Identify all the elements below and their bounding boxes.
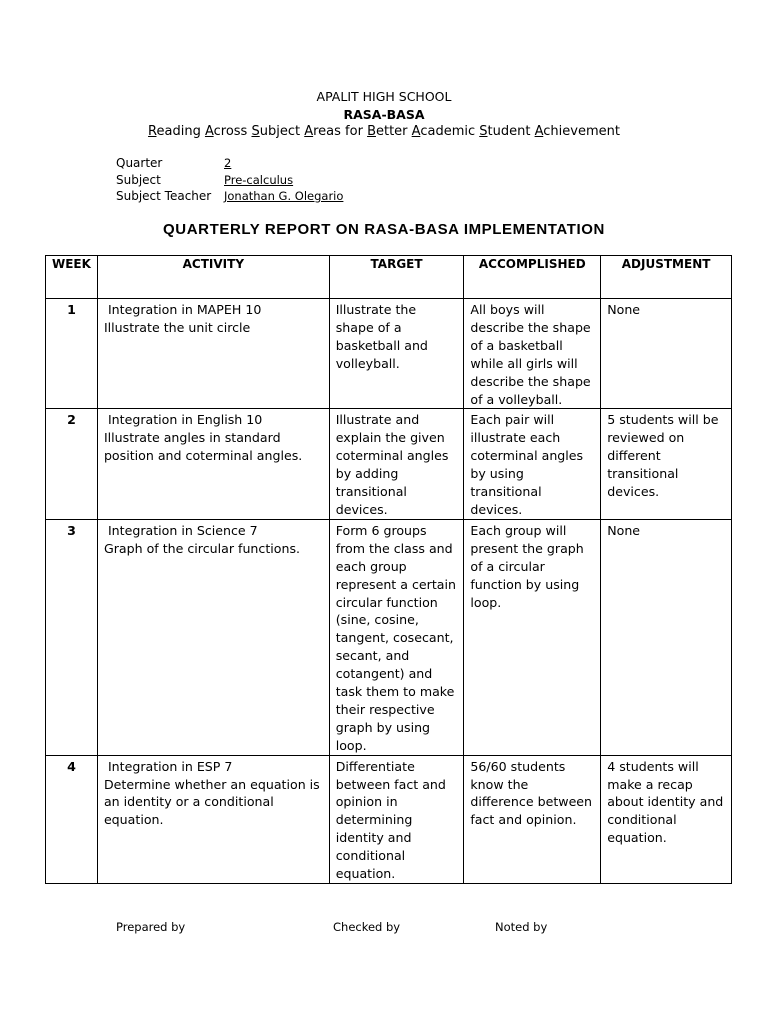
target-cell: Form 6 groups from the class and each group represent a certain circular function (sine, cosine, tangent, cosecant, secant, and cotangent) and task them to make their respective graph by using loop. [329,519,464,755]
activity-title: Integration in ESP 7 [107,758,233,774]
prepared-by-label: Prepared by [116,920,186,934]
target-cell: Illustrate the shape of a basketball and volleyball. [329,299,464,409]
noted-by-label: Noted by [495,920,548,934]
acronym-initial: A [534,124,544,139]
meta-value: 2 [224,156,232,170]
acronym-initial: R [148,124,157,139]
acronym-word-rest: ubject [259,124,305,139]
acronym-initial: B [367,124,376,139]
meta-teacher [116,189,343,206]
activity-title: Integration in Science 7 [107,522,258,538]
activity-cell [97,519,329,755]
week-number: 3 [46,519,98,755]
meta-quarter [116,156,343,173]
table-row [46,409,732,519]
meta-value: Jonathan G. Olegario [224,189,344,203]
acronym-word-rest: reas for [313,124,368,139]
adjustment-cell: None [601,299,732,409]
activity-title: Integration in English 10 [107,412,263,428]
accomplished-cell: Each pair will illustrate each coterminal angles by using transitional devices. [464,409,601,519]
report-table [45,255,732,884]
meta-label: Subject [116,172,161,187]
meta-label: Quarter [116,156,163,170]
activity-cell [97,409,329,519]
week-number: 4 [46,755,98,883]
table-row [46,519,732,755]
week-number: 2 [46,409,98,519]
acronym-word-rest: chievement [543,124,620,139]
program-acronym-expansion [0,124,768,139]
adjustment-cell: 4 students will make a recap about identity and conditional equation. [601,755,732,883]
activity-title: Integration in MAPEH 10 [107,302,262,317]
adjustment-header: ADJUSTMENT [601,256,732,299]
activity-description: Illustrate the unit circle [103,319,251,335]
target-cell: Illustrate and explain the given coterminal angles by adding transitional devices. [329,409,464,519]
acronym-initial: A [204,124,214,139]
adjustment-cell: 5 students will be reviewed on different transitional devices. [601,409,732,519]
acronym-word-rest: tudent [487,124,535,139]
activity-header: ACTIVITY [97,256,329,299]
accomplished-cell: All boys will describe the shape of a basketball while all girls will describe the shape of a volleyball. [464,299,601,409]
meta-subject [116,173,343,190]
adjustment-cell: None [601,519,732,755]
activity-description: Illustrate angles in standard position and coterminal angles. [103,430,303,464]
accomplished-header: ACCOMPLISHED [464,256,601,299]
table-row [46,755,732,883]
meta-value: Pre-calculus [224,172,294,187]
target-header: TARGET [329,256,464,299]
acronym-word-rest: cademic [420,124,480,139]
acronym-initial: S [251,124,260,139]
week-header: WEEK [46,256,98,299]
acronym-initial: A [411,124,421,139]
acronym-word-rest: cross [213,124,252,139]
accomplished-cell: Each group will present the graph of a circular function by using loop. [464,519,601,755]
table-header-row [46,256,732,299]
program-name: RASA-BASA [343,107,425,122]
report-title: QUARTERLY REPORT ON RASA-BASA IMPLEMENTATION [163,221,605,238]
school-name: APALIT HIGH SCHOOL [316,89,452,104]
report-meta [116,156,343,206]
target-cell: Differentiate between fact and opinion in determining identity and conditional equation. [329,755,464,883]
activity-description: Determine whether an equation is an identity or a conditional equation. [103,776,320,828]
meta-label: Subject Teacher [116,189,212,203]
checked-by-label: Checked by [333,920,401,934]
accomplished-cell: 56/60 students know the difference between fact and opinion. [464,755,601,883]
activity-cell [97,299,329,409]
acronym-word-rest: eading [156,124,205,139]
activity-description: Graph of the circular functions. [103,540,301,556]
activity-cell [97,755,329,883]
acronym-word-rest: etter [375,124,412,139]
week-number: 1 [46,299,98,409]
table-row [46,299,732,409]
acronym-initial: A [304,124,314,139]
acronym-initial: S [479,124,488,139]
